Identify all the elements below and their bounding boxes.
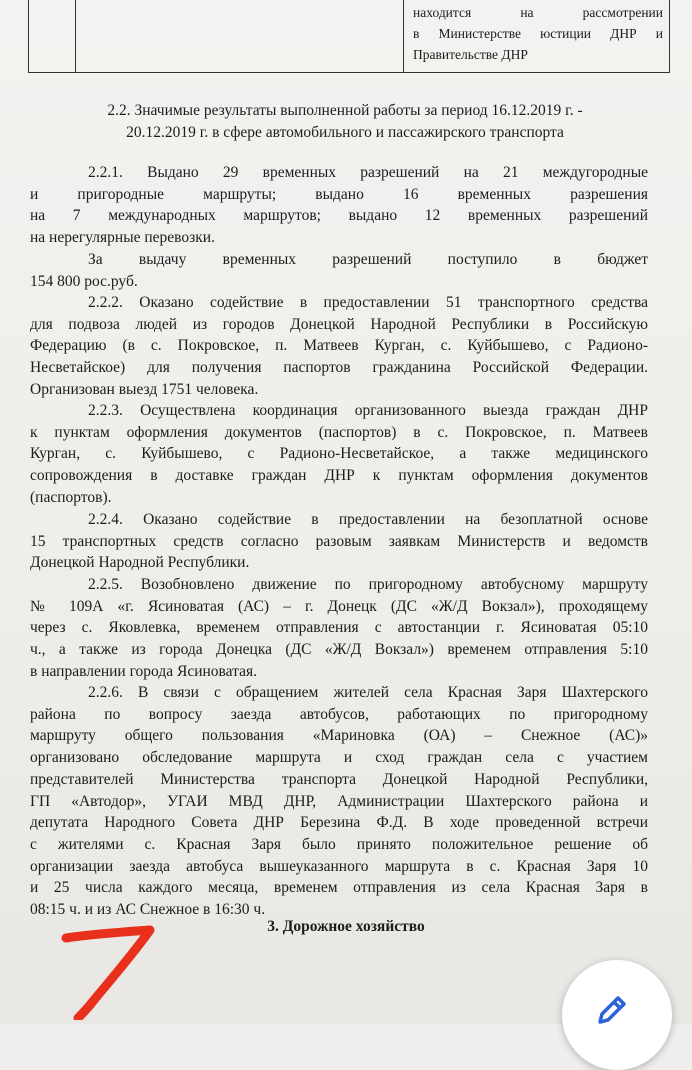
paragraph-line: За выдачу временных разрешений поступило в бюджет	[88, 250, 648, 268]
paragraph-line: 2.2.6. В связи с обращением жителей села Красная Заря Шахтерского	[88, 684, 648, 701]
paragraph-line: представителей Министерства транспорта Донецкой Народной Республики,	[30, 770, 648, 788]
paragraph-line: ГП «Автодор», УГАИ МВД ДНР, Администрации Шахтерского района и	[30, 792, 648, 810]
paragraph-line: Донецкой Народной Республики.	[30, 554, 250, 572]
paragraph-line: на нерегулярные перевозки.	[30, 229, 215, 247]
paragraph-line: 2.2.3. Осуществлена координация организованного выезда граждан ДНР	[88, 402, 648, 419]
section-title: 3. Дорожное хозяйство	[267, 918, 425, 935]
paragraph-line: района по вопросу заезда автобусов, работающих по пригородному	[30, 705, 648, 723]
paragraph-2-2-2	[30, 292, 648, 401]
paragraph-line: и пригородные маршруты; выдано 16 временных разрешения	[30, 185, 648, 203]
paragraph-line: Курган, с. Куйбышево, с Радионо-Несветайское, а также медицинского	[30, 445, 648, 463]
paragraph-2-2-1	[30, 162, 648, 292]
paragraph-line: сопровождения в доставке граждан ДНР к пунктам оформления документов	[30, 467, 648, 485]
paragraph-line: депутата Народного Совета ДНР Березина Ф.Д. В ходе проведенной встречи	[30, 814, 648, 832]
paragraph-line: в направлении города Ясиноватая.	[30, 662, 257, 680]
paragraph-line: Организован выезд 1751 человека.	[30, 380, 259, 398]
section-heading	[40, 100, 650, 144]
table-cell-line: Правительстве ДНР	[413, 47, 528, 62]
table-cell-line: в Министерстве юстиции ДНР и	[413, 26, 663, 41]
heading-line: 2.2. Значимые результаты выполненной работы за период 16.12.2019 г. -	[107, 102, 583, 119]
paragraph-line: (паспортов).	[30, 488, 112, 506]
table-cell-line: находится на рассмотрении	[413, 5, 663, 20]
paragraph-line: 154 800 рос.руб.	[30, 272, 138, 290]
table-cell-status	[413, 2, 663, 65]
table-column-divider	[403, 0, 404, 72]
paragraph-line: Несветайское) для получения паспортов гражданина Российской Федерации.	[30, 359, 648, 377]
paragraph-2-2-6	[30, 682, 648, 921]
heading-line: 20.12.2019 г. в сфере автомобильного и пассажирского транспорта	[126, 124, 564, 141]
table-fragment	[28, 0, 670, 73]
edit-button[interactable]	[562, 960, 672, 1070]
paragraph-2-2-4	[30, 509, 648, 574]
pencil-icon	[592, 990, 632, 1030]
paragraph-line: 2.2.2. Оказано содействие в предоставлении 51 транспортного средства	[88, 294, 648, 311]
paragraph-line: организовано обследование маршрута и сход граждан села с участием	[30, 749, 648, 767]
paragraph-line: маршруту общего пользования «Мариновка (ОА) – Снежное (АС)»	[30, 727, 648, 745]
paragraph-line: 2.2.1. Выдано 29 временных разрешений на 21 междугородные	[88, 164, 648, 181]
paragraph-line: 15 транспортных средств согласно разовым заявкам Министерств и ведомств	[30, 532, 648, 550]
paragraph-line: № 109А «г. Ясиноватая (АС) – г. Донецк (ДС «Ж/Д Вокзал»), проходящему	[30, 597, 648, 615]
paragraph-line: организации заезда автобуса вышеуказанного маршрута в с. Красная Заря 10	[30, 857, 648, 875]
paragraph-line: ч., а также из города Донецка (ДС «Ж/Д Вокзал») временем отправления 5:10	[30, 641, 648, 659]
paragraph-line: 2.2.4. Оказано содействие в предоставлении на безоплатной основе	[88, 511, 648, 528]
paragraph-line: 2.2.5. Возобновлено движение по пригородному автобусному маршруту	[88, 576, 648, 593]
paragraph-line: и 25 числа каждого месяца, временем отправления из села Красная Заря в	[30, 879, 648, 897]
paragraph-line: к пунктам оформления документов (паспортов) в с. Покровское, п. Матвеев	[30, 423, 648, 441]
paragraph-line: 08:15 ч. и из АС Снежное в 16:30 ч.	[30, 901, 266, 919]
paragraph-line: через с. Яковлевка, временем отправления с автостанции г. Ясиноватая 05:10	[30, 619, 648, 637]
handwritten-seven-mark	[52, 924, 162, 1020]
paragraph-line: с жителями с. Красная Заря было принято положительное решение об	[30, 835, 648, 853]
paragraph-line: Федерацию (в с. Покровское, п. Матвеев Курган, с. Куйбышево, с Радионо-	[30, 337, 648, 355]
paragraph-2-2-3	[30, 400, 648, 509]
table-column-divider	[75, 0, 76, 72]
paragraph-2-2-5	[30, 574, 648, 683]
paragraph-line: для подвоза людей из городов Донецкой Народной Республики в Российскую	[30, 315, 648, 333]
paragraph-line: на 7 международных маршрутов; выдано 12 временных разрешений	[30, 207, 648, 225]
